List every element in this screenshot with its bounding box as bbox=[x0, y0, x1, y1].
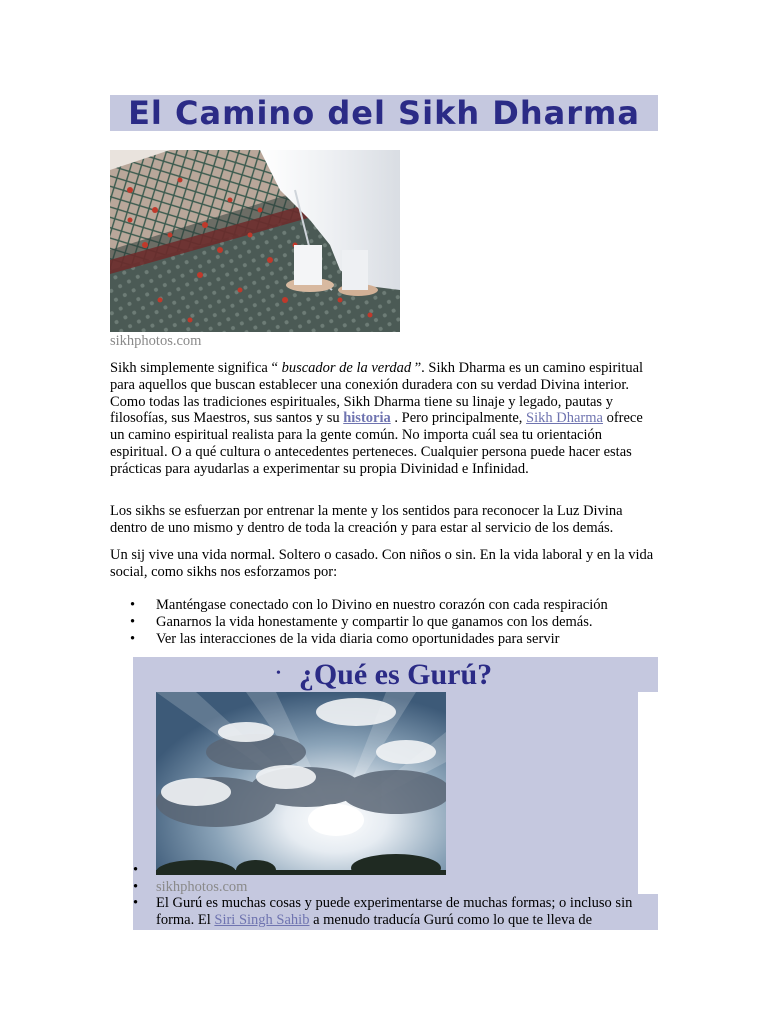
intro-text: ofrece un camino espiritual realista para la gente común. No importa cuál sea tu orientación espiritual. O a qué cultura o antecedentes perteneces. Cualquier persona puede hacer estas prácticas para ayudarlas a experimentar su propia Divinidad e Infinidad. bbox=[110, 410, 643, 477]
list-bullet: • bbox=[133, 879, 139, 895]
page-title: El Camino del Sikh Dharma bbox=[128, 94, 640, 132]
guru-text: a menudo traducía Gurú como lo que te lleva de bbox=[309, 911, 593, 928]
photo-caption: sikhphotos.com bbox=[110, 333, 202, 349]
intro-paragraph bbox=[110, 360, 660, 478]
photo-caption: sikhphotos.com bbox=[156, 879, 248, 895]
practices-list bbox=[110, 597, 670, 647]
intro-text: ”. Sikh Dharma es un camino espiritual para aquellos que buscan establecer una conexión duradera con su verdad Divina interior. Como todas las tradiciones espirituales, Sikh Dharma tiene su linaje y legado, pautas y filosofías, sus Maestros, sus santos y su bbox=[110, 360, 644, 427]
historia-link[interactable]: historia bbox=[343, 410, 391, 427]
title-banner bbox=[110, 95, 658, 131]
paragraph-senses: Los sikhs se esfuerzan por entrenar la mente y los sentidos para reconocer la Luz Divina dentro de uno mismo y dentro de toda la creación y para estar al servicio de los demás. bbox=[110, 503, 623, 536]
heading-bullet: • bbox=[276, 666, 281, 681]
carpet-petals-photo bbox=[110, 150, 400, 332]
list-bullet: • bbox=[133, 862, 139, 878]
guru-paragraph bbox=[156, 895, 658, 929]
intro-text: . Pero principalmente, bbox=[390, 410, 527, 427]
list-item: • Manténgase conectado con lo Divino en nuestro corazón con cada respiración bbox=[110, 597, 670, 614]
guru-heading: ¿Qué es Gurú? bbox=[298, 658, 493, 691]
intro-italic: buscador de la verdad bbox=[281, 360, 412, 376]
list-item: • Ver las interacciones de la vida diaria como oportunidades para servir bbox=[110, 631, 670, 648]
siri-singh-sahib-link[interactable]: Siri Singh Sahib bbox=[214, 911, 310, 928]
sky-clouds-photo bbox=[156, 692, 446, 875]
list-item: • Ganarnos la vida honestamente y compartir lo que ganamos con los demás. bbox=[110, 614, 670, 631]
section-gap bbox=[638, 692, 658, 894]
guru-text: El Gurú es muchas cosas y puede experimentarse de muchas formas; o incluso sin forma. El bbox=[156, 895, 633, 928]
sikh-dharma-link[interactable]: Sikh Dharma bbox=[526, 410, 603, 427]
paragraph-normal-life: Un sij vive una vida normal. Soltero o casado. Con niños o sin. En la vida laboral y en la vida social, como sikhs nos esforzamos por: bbox=[110, 547, 654, 580]
intro-text: Sikh simplemente significa “ bbox=[110, 360, 282, 376]
list-bullet: • bbox=[133, 895, 139, 911]
